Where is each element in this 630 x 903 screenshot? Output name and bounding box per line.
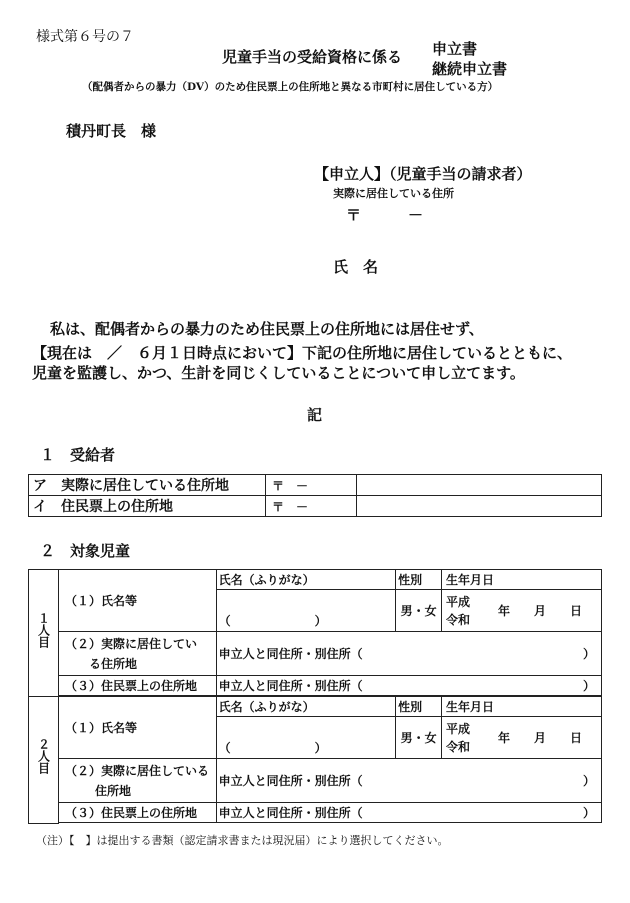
name-header: 氏名（ふりがな） [216, 570, 396, 590]
registered-address-field[interactable]: 申立人と同住所・別住所（ ） [216, 803, 601, 823]
actual-address-label: （２）実際に居住してい る住所地 [58, 632, 216, 676]
child-1-label: １人目 [29, 570, 59, 697]
recipient-address-field[interactable] [357, 496, 602, 517]
registered-address-label: （３）住民票上の住所地 [58, 676, 216, 696]
ki-heading: 記 [307, 406, 323, 424]
section1-title: １ 受給者 [40, 446, 116, 464]
year-label: 年 [498, 604, 511, 618]
applicant-address-label: 実際に居住している住所 [333, 187, 454, 200]
registered-address-field[interactable]: 申立人と同住所・別住所（ ） [216, 676, 601, 696]
name-header: 氏名（ふりがな） [216, 697, 396, 717]
actual-address-field[interactable]: 申立人と同住所・別住所（ ） [216, 632, 601, 676]
child-2-label: ２人目 [29, 697, 59, 824]
birthdate-field[interactable] [442, 717, 602, 759]
month-label: 月 [534, 731, 547, 745]
child-name-label: （１）氏名等 [58, 570, 216, 632]
birth-header: 生年月日 [442, 697, 602, 717]
furigana-field: （ ） [218, 741, 327, 755]
gender-header: 性別 [396, 697, 442, 717]
child-name-field[interactable] [216, 590, 396, 632]
actual-address-field[interactable]: 申立人と同住所・別住所（ ） [216, 759, 601, 803]
gender-field[interactable]: 男・女 [396, 590, 442, 632]
section2-title: ２ 対象児童 [40, 542, 131, 560]
day-label: 日 [570, 731, 583, 745]
month-label: 月 [534, 604, 547, 618]
recipient-label: ア 実際に居住している住所地 [29, 475, 266, 496]
actual-address-label: （２）実際に居住している 住所地 [58, 759, 216, 803]
year-label: 年 [498, 731, 511, 745]
birth-header: 生年月日 [442, 570, 602, 590]
recipient-address-field[interactable] [357, 475, 602, 496]
gender-header: 性別 [396, 570, 442, 590]
recipient-postal-field[interactable]: 〒 － [266, 496, 357, 517]
postal-mark: 〒 [346, 206, 362, 224]
declaration-line-3: 児童を監護し、かつ、生計を同じくしていることについて申し立てます。 [32, 364, 525, 382]
children-table [28, 569, 602, 824]
child-name-label: （１）氏名等 [58, 697, 216, 759]
postal-dash: － [408, 206, 424, 224]
applicant-heading: 【申立人】（児童手当の請求者） [314, 165, 532, 183]
recipient-row [29, 496, 602, 517]
era-heisei: 平成 [446, 594, 471, 609]
registered-address-label: （３）住民票上の住所地 [58, 803, 216, 823]
page-subtitle: （配偶者からの暴力（DV）のため住民票上の住所地と異なる市町村に居住している方） [82, 81, 499, 93]
form-number: 様式第６号の７ [36, 29, 134, 45]
era-reiwa: 令和 [446, 612, 471, 627]
furigana-field: （ ） [218, 614, 327, 628]
recipient-row [29, 475, 602, 496]
recipient-table [28, 474, 602, 517]
child-name-field[interactable] [216, 717, 396, 759]
era-heisei: 平成 [446, 721, 471, 736]
title-option-keizoku: 継続申立書 [432, 60, 508, 78]
footnote: （注）【 】は提出する書類（認定請求書または現況届）により選択してください。 [36, 834, 449, 847]
declaration-line-1: 私は、配偶者からの暴力のため住民票上の住所地には居住せず、 [50, 320, 484, 338]
declaration-line-2: 【現在は ／ ６月１日時点において】下記の住所地に居住しているとともに、 [32, 344, 573, 362]
addressee: 積丹町長 様 [66, 122, 157, 140]
page-title: 児童手当の受給資格に係る [222, 48, 403, 66]
recipient-postal-field[interactable]: 〒 － [266, 475, 357, 496]
gender-field[interactable]: 男・女 [396, 717, 442, 759]
applicant-name-label: 氏 名 [333, 258, 379, 276]
birthdate-field[interactable] [442, 590, 602, 632]
era-reiwa: 令和 [446, 739, 471, 754]
title-option-moushitatesho: 申立書 [432, 40, 478, 58]
day-label: 日 [570, 604, 583, 618]
recipient-label: イ 住民票上の住所地 [29, 496, 266, 517]
